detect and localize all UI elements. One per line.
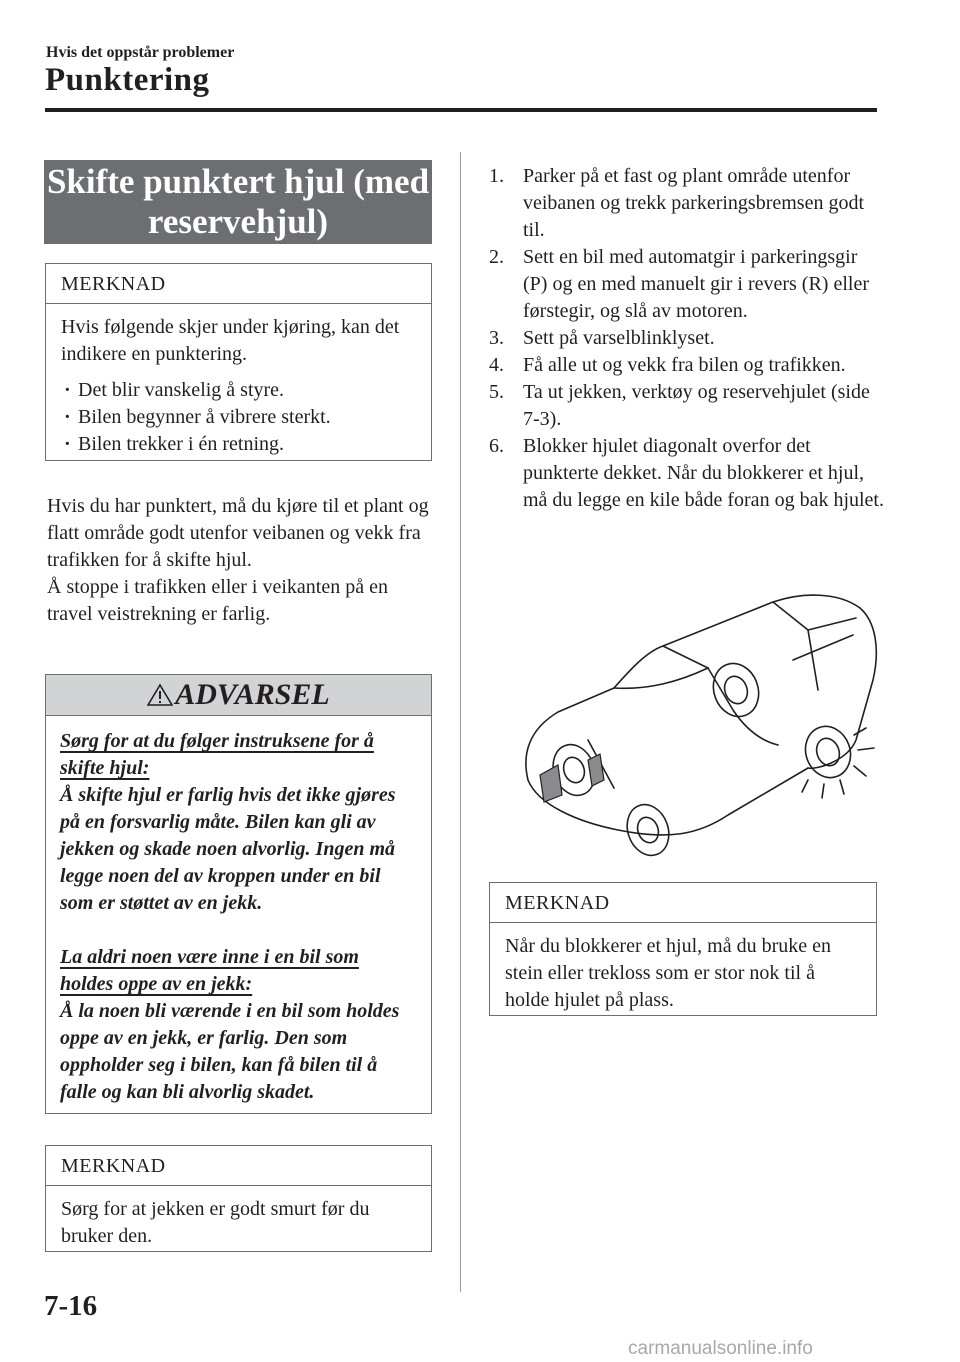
breadcrumb: Hvis det oppstår problemer xyxy=(46,44,235,61)
column-divider xyxy=(460,152,461,1292)
step-number: 1. xyxy=(489,165,504,187)
section-heading-line2: reservehjul) xyxy=(147,202,329,241)
warning-subheading: Sørg for at du følger instruksene for å skifte hjul: xyxy=(60,730,374,779)
header-rule xyxy=(45,108,877,112)
note-body xyxy=(46,304,431,458)
note-text: Sørg for at jekken er godt smurt før du bruker den. xyxy=(61,1198,370,1247)
bullet-list xyxy=(61,377,416,458)
note-heading: MERKNAD xyxy=(46,264,431,304)
step-item xyxy=(489,379,884,433)
step-item xyxy=(489,352,884,379)
step-number: 3. xyxy=(489,327,504,349)
bullet-item: · Bilen begynner å vibrere sterkt. xyxy=(61,404,416,431)
intro-paragraph: Å stoppe i trafikken eller i veikanten på en travel veistrekning er farlig. xyxy=(47,576,388,625)
warning-heading-text: ADVARSEL xyxy=(175,678,330,711)
warning-subheading: La aldri noen være inne i en bil som holdes oppe av en jekk: xyxy=(60,946,359,995)
note-text: Hvis følgende skjer under kjøring, kan det indikere en punktering. xyxy=(61,316,400,365)
bullet-item: · Det blir vanskelig å styre. xyxy=(61,377,416,404)
warning-heading xyxy=(46,675,431,716)
step-text: Blokker hjulet diagonalt overfor det punkterte dekket. Når du blokkerer et hjul, må du legge en kile både foran og bak hjulet. xyxy=(523,435,884,511)
step-text: Sett på varselblinklyset. xyxy=(523,327,715,349)
note-box-chock xyxy=(489,882,877,1016)
page-title: Punktering xyxy=(45,62,210,98)
step-item xyxy=(489,325,884,352)
bullet-item: · Bilen trekker i én retning. xyxy=(61,431,416,458)
intro-text xyxy=(47,493,437,628)
step-text: Parker på et fast og plant område utenfor veibanen og trekk parkeringsbremsen godt til. xyxy=(523,165,865,241)
note-heading: MERKNAD xyxy=(490,883,876,923)
intro-paragraph: Hvis du har punktert, må du kjøre til et plant og flatt område godt utenfor veibanen og vekk fra trafikken for å skifte hjul. xyxy=(47,495,429,571)
warning-text: Å la noen bli værende i en bil som holdes oppe av en jekk, er farlig. Den som oppholder seg i bilen, kan få bilen til å falle og kan bli alvorlig skadet. xyxy=(60,1000,400,1103)
warning-text: Å skifte hjul er farlig hvis det ikke gjøres på en forsvarlig måte. Bilen kan gli av jekken og skade noen alvorlig. Ingen må legge noen del av kroppen under en bil som er støttet av en jekk. xyxy=(60,784,396,914)
note-heading: MERKNAD xyxy=(46,1146,431,1186)
warning-body xyxy=(46,716,431,1106)
step-text: Ta ut jekken, verktøy og reservehjulet (side 7-3). xyxy=(523,381,870,430)
watermark: carmanualsonline.info xyxy=(628,1338,813,1359)
warning-box xyxy=(45,674,432,1114)
step-number: 2. xyxy=(489,246,504,268)
section-heading-line1: Skifte punktert hjul (med xyxy=(46,162,430,201)
note-box-symptoms xyxy=(45,263,432,461)
page-number: 7-16 xyxy=(44,1290,98,1322)
step-text: Sett en bil med automatgir i parkeringsgir (P) og en med manuelt gir i revers (R) eller førstegir, og slå av motoren. xyxy=(523,246,869,322)
warning-triangle-icon xyxy=(147,683,173,707)
section-heading xyxy=(44,160,432,244)
step-item xyxy=(489,433,884,514)
step-number: 5. xyxy=(489,381,504,403)
step-number: 6. xyxy=(489,435,504,457)
step-number: 4. xyxy=(489,354,504,376)
note-box-jack xyxy=(45,1145,432,1252)
note-text: Når du blokkerer et hjul, må du bruke en stein eller trekloss som er stor nok til å holde hjulet på plass. xyxy=(505,935,832,1011)
step-text: Få alle ut og vekk fra bilen og trafikken. xyxy=(523,354,846,376)
step-list xyxy=(489,163,884,514)
step-item xyxy=(489,163,884,244)
car-wheel-chock-illustration xyxy=(518,590,880,862)
step-item xyxy=(489,244,884,325)
